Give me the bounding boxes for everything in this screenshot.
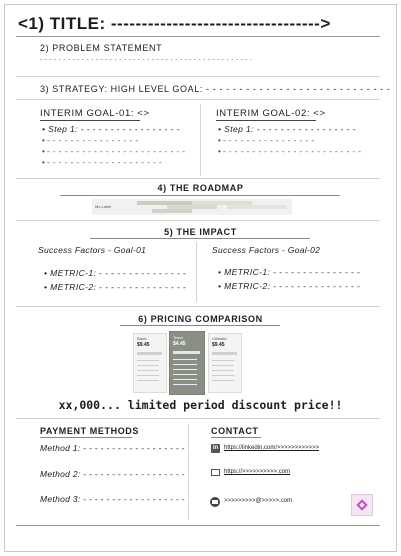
- impact-goal2-metric: • METRIC-1: - - - - - - - - - - - - - - -: [218, 267, 361, 277]
- goal1-step: • Step 1: - - - - - - - - - - - - - - - - -: [42, 124, 180, 134]
- roadmap-chart: [92, 199, 292, 215]
- problem-line: - - - - - - - - - - - - - - - - - - - - - - - - - - - - - - - - - - - - - - - - - - - - - -: [40, 57, 253, 63]
- plan-name: Ultimate: [212, 336, 227, 341]
- plan-name: Basic: [137, 336, 147, 341]
- strategy-heading: 3) STRATEGY: HIGH LEVEL GOAL: - - - - - - - - - - - - - - - - - - - - - - - - - - - -: [40, 84, 391, 94]
- impact-goal1-metric: • METRIC-1: - - - - - - - - - - - - - - -: [44, 268, 187, 278]
- goal2-bullet: • - - - - - - - - - - - - - - - - - - - - - - - -: [218, 147, 362, 156]
- footer-divider: [16, 525, 380, 526]
- column-divider: [196, 242, 197, 302]
- plan-features: [173, 359, 197, 360]
- plan-button: [212, 352, 237, 355]
- plan-name: Team: [173, 335, 183, 340]
- contact-linkedin-link[interactable]: https://linkedin.com/>>>>>>>>>>>>: [224, 445, 320, 451]
- roadmap-underline: [60, 195, 340, 196]
- divider: [16, 306, 380, 307]
- brand-logo: [351, 494, 373, 516]
- contact-email[interactable]: >>>>>>>>>@>>>>>.com: [224, 498, 293, 504]
- divider: [16, 99, 380, 100]
- plan-price: $4.45: [173, 341, 186, 347]
- discount-banner: xx,000... limited period discount price!!: [58, 398, 343, 412]
- goal1-bullet: • - - - - - - - - - - - - - - - -: [42, 136, 139, 145]
- plan-price: $9.45: [212, 342, 225, 348]
- contact-heading: CONTACT: [211, 426, 259, 436]
- impact-goal1-title: Success Factors - Goal-01: [38, 245, 147, 255]
- web-icon: [211, 469, 220, 476]
- roadmap-bar: [152, 209, 192, 213]
- roadmap-row-label: Ms Label: [95, 204, 112, 209]
- page-title: <1) TITLE: ---------------------------------->: [18, 14, 331, 33]
- plan-features: [212, 360, 234, 361]
- goal2-bullet: • - - - - - - - - - - - - - - - -: [218, 136, 315, 145]
- pricing-heading: 6) PRICING COMPARISON: [138, 314, 263, 324]
- pricing-underline: [120, 325, 280, 326]
- impact-goal2-metric: • METRIC-2: - - - - - - - - - - - - - - -: [218, 281, 361, 291]
- goal1-bullet: • - - - - - - - - - - - - - - - - - - - -: [42, 158, 163, 167]
- column-divider: [188, 424, 189, 520]
- roadmap-bar: [227, 205, 287, 209]
- goal2-underline: [216, 120, 316, 121]
- contact-website-link[interactable]: https://>>>>>>>>>>.com: [224, 469, 291, 475]
- payment-method: Method 2: - - - - - - - - - - - - - - - - - -: [40, 469, 185, 479]
- plan-button: [173, 351, 200, 354]
- goal2-title: INTERIM GOAL-02: <>: [216, 108, 326, 119]
- payment-underline: [40, 437, 132, 438]
- title-divider: [16, 36, 380, 37]
- goal1-underline: [40, 120, 140, 121]
- plan-price: $9.45: [137, 342, 150, 348]
- impact-underline: [90, 238, 310, 239]
- payment-heading: PAYMENT METHODS: [40, 426, 140, 436]
- divider: [16, 178, 380, 179]
- column-divider: [200, 104, 201, 176]
- plan-features: [137, 360, 159, 361]
- divider: [16, 220, 380, 221]
- goal1-bullet: • - - - - - - - - - - - - - - - - - - - - - - - -: [42, 147, 186, 156]
- linkedin-icon: in: [212, 445, 219, 451]
- payment-method: Method 3: - - - - - - - - - - - - - - - - - -: [40, 494, 185, 504]
- problem-heading: 2) PROBLEM STATEMENT: [40, 43, 163, 53]
- plan-button: [137, 352, 162, 355]
- email-icon: [210, 497, 220, 507]
- impact-goal1-metric: • METRIC-2: - - - - - - - - - - - - - - -: [44, 282, 187, 292]
- contact-underline: [211, 437, 261, 438]
- pricing-card-basic: [133, 333, 167, 393]
- impact-heading: 5) THE IMPACT: [164, 227, 237, 237]
- pricing-card-ultimate: [208, 333, 242, 393]
- impact-goal2-title: Success Factors - Goal-02: [212, 245, 321, 255]
- roadmap-heading: 4) THE ROADMAP: [157, 183, 244, 193]
- divider: [16, 418, 380, 419]
- goal1-title: INTERIM GOAL-01: <>: [40, 108, 150, 119]
- goal2-step: • Step 1: - - - - - - - - - - - - - - - - -: [218, 124, 356, 134]
- payment-method: Method 1: - - - - - - - - - - - - - - - - - -: [40, 443, 185, 453]
- divider: [16, 76, 380, 77]
- pricing-card-team: [169, 331, 205, 395]
